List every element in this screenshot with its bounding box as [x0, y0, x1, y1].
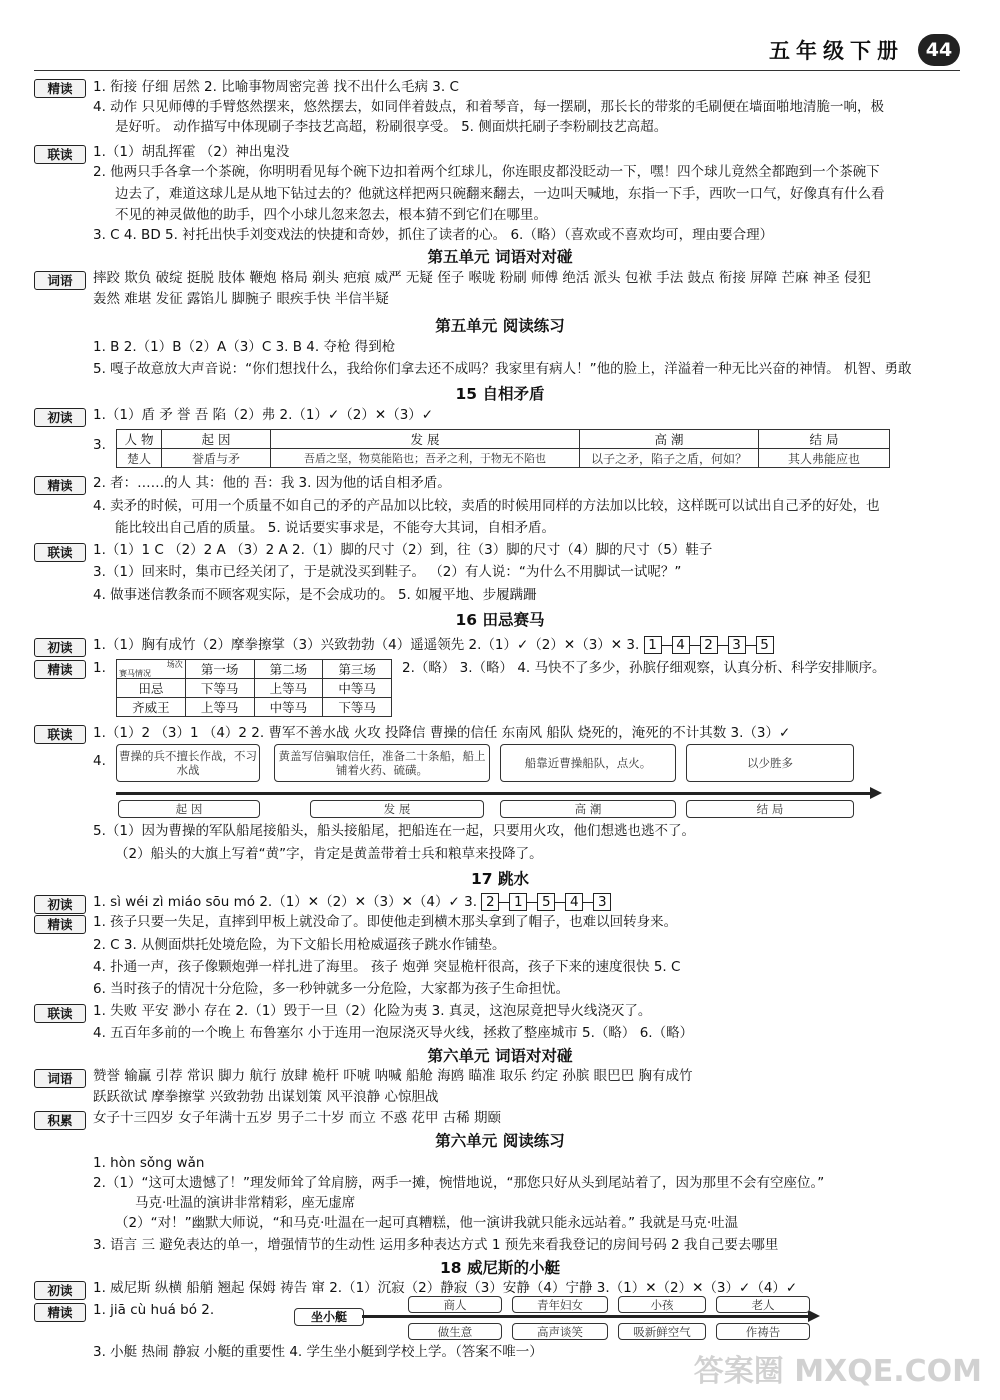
seq-dash: [499, 902, 509, 903]
answer-line: 是好听。 动作描写中体现刷子李技艺高超，粉刷很享受。 5. 侧面烘托刷子李粉刷技艺高超。: [115, 119, 668, 135]
answer-line: 不见的神灵做他的助手，四个小球儿忽来忽去，根本猜不到它们在哪里。: [115, 207, 547, 223]
page-header: [769, 34, 960, 66]
answer-line: 1.（1）1 C （2）2 A （3）2 A 2.（1）脚的尺寸（2）到，往（3）脚的尺寸（4）脚的尺寸（5）鞋子: [93, 542, 713, 558]
header-rule: [34, 70, 960, 71]
answer-line: 2.（1）“这可太遗憾了！”理发师耸了耸肩膀，两手一摊，惋惜地说，“那您只好从头到尾站着了，因为那里不会有空座位。”: [93, 1175, 825, 1191]
tag-liandu: 联读: [34, 145, 86, 164]
tag-jingdu: 精读: [34, 1303, 86, 1322]
tag-chudu: 初读: [34, 895, 86, 914]
flow-label: 结 局: [686, 800, 854, 818]
flow-box: 以少胜多: [686, 744, 854, 782]
flow-start-label: 坐小艇: [294, 1308, 364, 1326]
seq-number: 5: [537, 893, 555, 911]
table-cell: 楚人: [117, 449, 162, 468]
table-header: 发 展: [271, 430, 580, 449]
grade-title: 五年级下册: [769, 39, 904, 63]
flow-box: 高声谈笑: [512, 1323, 608, 1340]
answer-line: 摔跤 欺负 破绽 挺脱 肢体 鞭炮 格局 剃头 疤痕 威严 无疑 侄子 喉咙 粉刷 师傅 绝活 派头 包袱 手法 鼓点 衔接 屏障 芒麻 神圣 侵犯: [93, 270, 871, 286]
page-number: 44: [918, 34, 960, 66]
answer-line: 1.（1）2 （3）1 （4）2 2. 曹军不善水战 火攻 投降信 曹操的信任 东南风 船队 烧死的，淹死的不计其数 3.（3）✓: [93, 725, 791, 741]
seq-number: 1: [644, 636, 662, 654]
flow-box: 船靠近曹操船队，点火。: [500, 744, 676, 782]
seq-dash: [746, 645, 756, 646]
table-cell: 中等马: [254, 698, 323, 717]
seq-dash: [718, 645, 728, 646]
table-corner: [117, 660, 186, 679]
seq-number: 3: [728, 636, 746, 654]
seq-number: 4: [565, 893, 583, 911]
answer-line: 1.（1）盾 矛 誉 吾 陷（2）弗 2.（1）✓（2）✕（3）✓: [93, 407, 434, 423]
seq-dash: [555, 902, 565, 903]
flow-box: 吸新鲜空气: [618, 1323, 706, 1340]
tag-liandu: 联读: [34, 725, 86, 744]
answer-line: 3. 小艇 热闹 静寂 小艇的重要性 4. 学生坐小艇到学校上学。（答案不唯一）: [93, 1344, 543, 1360]
flow-box: 老人: [716, 1296, 810, 1313]
flow-label: 高 潮: [500, 800, 676, 818]
answer-line: 3.: [93, 437, 106, 453]
answer-line: 4. 卖矛的时候，可用一个质量不如自己的矛的产品加以比较，卖盾的时候用同样的方法加以比较，这样既可以试出自己矛的好处，也: [93, 498, 880, 514]
answer-line: 4. 扑通一声，孩子像颗炮弹一样扎进了海里。 孩子 炮弹 突显桅杆很高，孩子下来的速度很快 5. C: [93, 959, 681, 975]
seq-dash: [583, 902, 593, 903]
answer-line: 跃跃欲试 摩拳擦掌 兴致勃勃 出谋划策 风平浪静 心惊胆战: [93, 1089, 439, 1105]
table-header: 第三场: [323, 660, 392, 679]
answer-line: 2. 他两只手各拿一个茶碗，你明明看见每个碗下边扣着两个红球儿，你连眼皮都没眨动一下，嘿！四个球儿竟然全都跑到一个茶碗下: [93, 164, 880, 180]
tag-ciyu: 词语: [34, 271, 86, 290]
section-title: 第五单元 阅读练习: [435, 317, 565, 335]
tag-jilei: 积累: [34, 1111, 86, 1130]
seq-number: 1: [509, 893, 527, 911]
answer-line: 能比较出自己盾的质量。 5. 说话要实事求是，不能夸大其词，自相矛盾。: [115, 520, 555, 536]
flow-box: 作祷告: [716, 1323, 810, 1340]
seq-dash: [690, 645, 700, 646]
answer-line: 轰然 难堪 发征 露馅儿 脚腕子 眼疾手快 半信半疑: [93, 291, 389, 307]
answer-line: 4. 动作 只见师傅的手臂悠然摆来，悠然摆去，如同伴着鼓点，和着琴音，每一摆刷，那长长的带浆的毛刷便在墙面啪地清脆一响，极: [93, 99, 884, 115]
table-cell: 其人弗能应也: [759, 449, 890, 468]
answer-line: 马克·吐温的演讲非常精彩，座无虚席: [135, 1195, 356, 1211]
table-header: 第二场: [254, 660, 323, 679]
section-title: 18 威尼斯的小艇: [440, 1259, 560, 1277]
flow-box: 曹操的兵不擅长作战，不习水战: [116, 744, 260, 782]
answer-line: 4. 五百年多前的一个晚上 布鲁塞尔 小于连用一泡尿浇灭导火线，拯救了整座城市 5.（略） 6.（略）: [93, 1025, 694, 1041]
answer-line: 女子十三四岁 女子年满十五岁 男子二十岁 而立 不惑 花甲 古稀 期颐: [93, 1110, 502, 1126]
seq-number: 2: [481, 893, 499, 911]
seq-number: 2: [700, 636, 718, 654]
table-cell: 下等马: [185, 679, 254, 698]
flow-box: 黄盖写信骗取信任，准备二十条船，船上铺着火药、硫磺。: [274, 744, 490, 782]
answer-line: 3. 语言 三 避免表达的单一，增强情节的生动性 运用多种表达方式 1 预先来看我登记的房间号码 2 我自己要去哪里: [93, 1237, 779, 1253]
tag-chudu: 初读: [34, 408, 86, 427]
seq-dash: [527, 902, 537, 903]
seq-number: 3: [593, 893, 611, 911]
answer-line: 4. 做事迷信教条而不顾客观实际，是不会成功的。 5. 如履平地、步履蹒跚: [93, 587, 537, 603]
table-cell: 中等马: [323, 679, 392, 698]
section-title: 17 跳水: [471, 870, 529, 888]
order-sequence: [644, 636, 774, 654]
flow-label: 起 因: [118, 800, 260, 818]
section-title: 16 田忌赛马: [455, 611, 545, 629]
tag-liandu: 联读: [34, 1004, 86, 1023]
tag-liandu: 联读: [34, 543, 86, 562]
watermark: 答案圈 MXQE.COM: [693, 1354, 982, 1389]
answer-line: 1.: [93, 660, 106, 676]
answer-line: 1. 威尼斯 纵横 船艄 翘起 保姆 祷告 窜 2.（1）沉寂（2）静寂（3）安静（4）宁静 3.（1）✕（2）✕（3）✓（4）✓: [93, 1280, 798, 1296]
answer-line: [93, 893, 950, 912]
flow-box: 青年妇女: [512, 1296, 608, 1313]
answer-line: 2. 者：……的人 其：他的 吾：我 3. 因为他的话自相矛盾。: [93, 475, 451, 491]
answer-line: 2. C 3. 从侧面烘托处境危险，为下文船长用枪威逼孩子跳水作铺垫。: [93, 937, 506, 953]
flow-arrow: [116, 792, 872, 795]
table-cell: 誉盾与矛: [162, 449, 271, 468]
answer-text: 1.（1）胸有成竹（2）摩拳擦掌（3）兴致勃勃（4）遥遥领先 2.（1）✓（2）✕（3）✕ 3.: [93, 637, 640, 653]
tag-chudu: 初读: [34, 1281, 86, 1300]
flow-label: 发 展: [310, 800, 484, 818]
flow-box: 商人: [408, 1296, 502, 1313]
table-row-label: 田忌: [117, 679, 186, 698]
story-structure-table: [116, 429, 890, 468]
answer-line: 1.（1）胡乱挥霍 （2）神出鬼没: [93, 144, 290, 160]
corner-top: 场次: [166, 660, 183, 669]
table-row-label: 齐威王: [117, 698, 186, 717]
table-cell: 上等马: [254, 679, 323, 698]
answer-line: （2）“对！”幽默大师说，“和马克·吐温在一起可真糟糕，他一演讲我就只能永远站着。” 我就是马克·吐温: [115, 1215, 739, 1231]
table-header: 起 因: [162, 430, 271, 449]
answer-line: 3.（1）回来时，集市已经关闭了，于是就没买到鞋子。 （2）有人说：“为什么不用脚试一试呢？”: [93, 564, 682, 580]
table-header: 结 局: [759, 430, 890, 449]
tag-jingdu: 精读: [34, 79, 86, 98]
answer-line: 边去了，难道这球儿是从地下钻过去的？他就这样把两只碗翻来翻去，一边叫天喊地，东指一下手，西吹一口气，好像真有什么看: [115, 186, 885, 202]
answer-line: 1. 衔接 仔细 居然 2. 比喻事物周密完善 找不出什么毛病 3. C: [93, 79, 459, 95]
seq-dash: [662, 645, 672, 646]
table-cell: 上等马: [185, 698, 254, 717]
seq-number: 5: [756, 636, 774, 654]
table-header: 第一场: [185, 660, 254, 679]
answer-line: （2）船头的大旗上写着“黄”字，肯定是黄盖带着士兵和粮草来投降了。: [115, 846, 543, 862]
horse-race-table: [116, 659, 392, 717]
answer-line: 赞誉 输赢 引荐 常识 脚力 航行 放肆 桅杆 吓唬 呐喊 船舱 海鸥 瞄准 取乐 约定 孙膑 眼巴巴 胸有成竹: [93, 1068, 693, 1084]
answer-line: 5.（1）因为曹操的军队船尾接船头，船头接船尾，把船连在一起，只要用火攻，他们想逃也逃不了。: [93, 823, 695, 839]
table-cell: 下等马: [323, 698, 392, 717]
tag-chudu: 初读: [34, 638, 86, 657]
tag-ciyu: 词语: [34, 1069, 86, 1088]
table-cell: 以子之矛，陷子之盾，何如？: [580, 449, 759, 468]
answer-line: 1. 失败 平安 渺小 存在 2.（1）毁于一旦（2）化险为夷 3. 真灵，这泡尿竟把导火线浇灭了。: [93, 1003, 652, 1019]
section-title: 15 自相矛盾: [455, 385, 545, 403]
table-header: 人 物: [117, 430, 162, 449]
order-sequence: [481, 893, 611, 911]
answer-line: 6. 当时孩子的情况十分危险，多一秒钟就多一分危险，大家都为孩子生命担忧。: [93, 981, 570, 997]
seq-number: 4: [672, 636, 690, 654]
answer-line: 1. B 2.（1）B（2）A（3）C 3. B 4. 夺枪 得到枪: [93, 339, 396, 355]
answer-line: 4.: [93, 753, 106, 769]
table-header: 高 潮: [580, 430, 759, 449]
tag-jingdu: 精读: [34, 660, 86, 679]
answer-line: 5. 嘎子故意放大声音说：“你们想找什么，我给你们拿去还不成吗？我家里有病人！”他的脸上，洋溢着一种无比兴奋的神情。 机智、勇敢: [93, 361, 912, 377]
answer-line: [93, 636, 950, 655]
tag-jingdu: 精读: [34, 476, 86, 495]
answer-line: 1. hòn sǒng wǎn: [93, 1155, 205, 1171]
flow-box: 做生意: [408, 1323, 502, 1340]
tag-jingdu: 精读: [34, 915, 86, 934]
answer-line: 1. jiā cù huá bó 2.: [93, 1302, 215, 1318]
flow-box: 小孩: [618, 1296, 706, 1313]
table-cell: 吾盾之坚，物莫能陷也；吾矛之利，于物无不陷也: [271, 449, 580, 468]
corner-bottom: 赛马情况: [119, 669, 151, 678]
section-title: 第六单元 词语对对碰: [427, 1047, 573, 1065]
answer-text: 1. sì wéi zì miáo sōu mó 2.（1）✕（2）✕（3）✕（4）✓ 3.: [93, 894, 477, 910]
answer-line: 1. 孩子只要一失足，直摔到甲板上就没命了。即使他走到横木那头拿到了帽子，也难以回转身来。: [93, 914, 678, 930]
answer-line: 2.（略） 3.（略） 4. 马快不了多少，孙膑仔细观察，认真分析、科学安排顺序。: [402, 660, 886, 676]
section-title: 第五单元 词语对对碰: [427, 248, 573, 266]
section-title: 第六单元 阅读练习: [435, 1132, 565, 1150]
flow-arrow: [362, 1315, 810, 1318]
answer-line: 3. C 4. BD 5. 衬托出快手刘变戏法的快捷和奇妙，抓住了读者的心。 6.（略）（喜欢或不喜欢均可，理由要合理）: [93, 227, 774, 243]
